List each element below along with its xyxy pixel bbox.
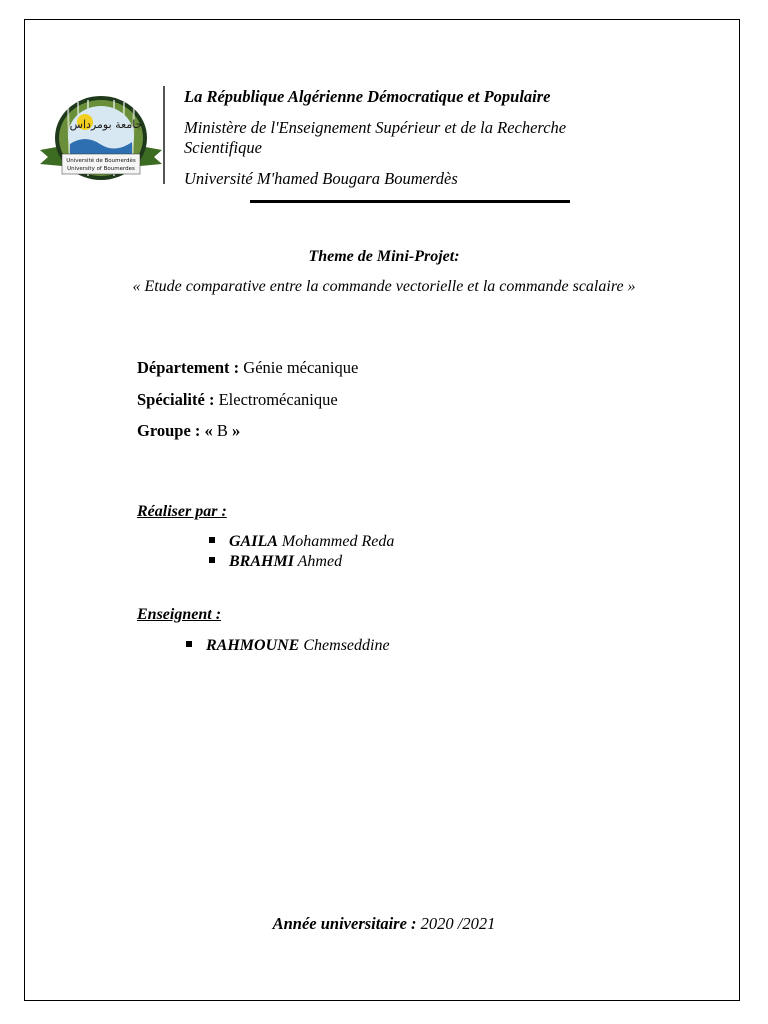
logo-caption-1: Université de Boumerdès bbox=[66, 158, 136, 164]
annee-universitaire bbox=[0, 914, 768, 934]
bullet-icon bbox=[186, 641, 192, 647]
realiser-label: Réaliser par : bbox=[137, 503, 227, 520]
university-title: Université M'hamed Bougara Boumerdès bbox=[184, 169, 458, 188]
republic-title: La République Algérienne Démocratique et Populaire bbox=[184, 87, 551, 106]
annee-value: 2020 /2021 bbox=[416, 914, 496, 933]
ministry-title: Ministère de l'Enseignement Supérieur et de la Recherche Scientifique bbox=[184, 118, 567, 157]
teacher-last-name: RAHMOUNE bbox=[206, 637, 300, 654]
student-last-name: BRAHMI bbox=[229, 553, 294, 570]
departement-label: Département : bbox=[137, 358, 240, 377]
header-rule bbox=[250, 200, 570, 203]
arabic-text bbox=[70, 118, 143, 131]
enseignant-label: Enseignent : bbox=[137, 606, 222, 623]
student-first-name: Ahmed bbox=[293, 553, 343, 570]
student-first-name: Mohammed Reda bbox=[277, 533, 395, 550]
teacher-first-name: Chemseddine bbox=[299, 637, 390, 654]
logo-caption-2: University of Boumerdes bbox=[67, 166, 135, 172]
groupe-label: Groupe : « bbox=[137, 421, 213, 440]
university-logo bbox=[40, 94, 162, 182]
bullet-icon bbox=[209, 537, 215, 543]
theme-title: Theme de Mini-Projet: bbox=[308, 248, 460, 265]
groupe-value: B bbox=[212, 421, 233, 440]
specialite-label: Spécialité : bbox=[137, 390, 215, 409]
specialite-line bbox=[137, 390, 338, 410]
departement-value: Génie mécanique bbox=[239, 358, 359, 377]
departement-line bbox=[137, 358, 358, 378]
specialite-value: Electromécanique bbox=[214, 390, 338, 409]
student-last-name: GAILA bbox=[229, 533, 278, 550]
student-item bbox=[209, 553, 342, 571]
svg-text:جامعة بومرداس: جامعة بومرداس bbox=[69, 118, 143, 131]
student-item bbox=[209, 533, 394, 551]
groupe-close: » bbox=[232, 421, 241, 440]
bullet-icon bbox=[209, 557, 215, 563]
annee-label: Année universitaire : bbox=[272, 914, 417, 933]
teacher-item bbox=[186, 637, 390, 655]
header-divider bbox=[163, 86, 165, 184]
theme-subject: « Etude comparative entre la commande vectorielle et la commande scalaire » bbox=[132, 278, 636, 295]
groupe-line bbox=[137, 421, 240, 441]
